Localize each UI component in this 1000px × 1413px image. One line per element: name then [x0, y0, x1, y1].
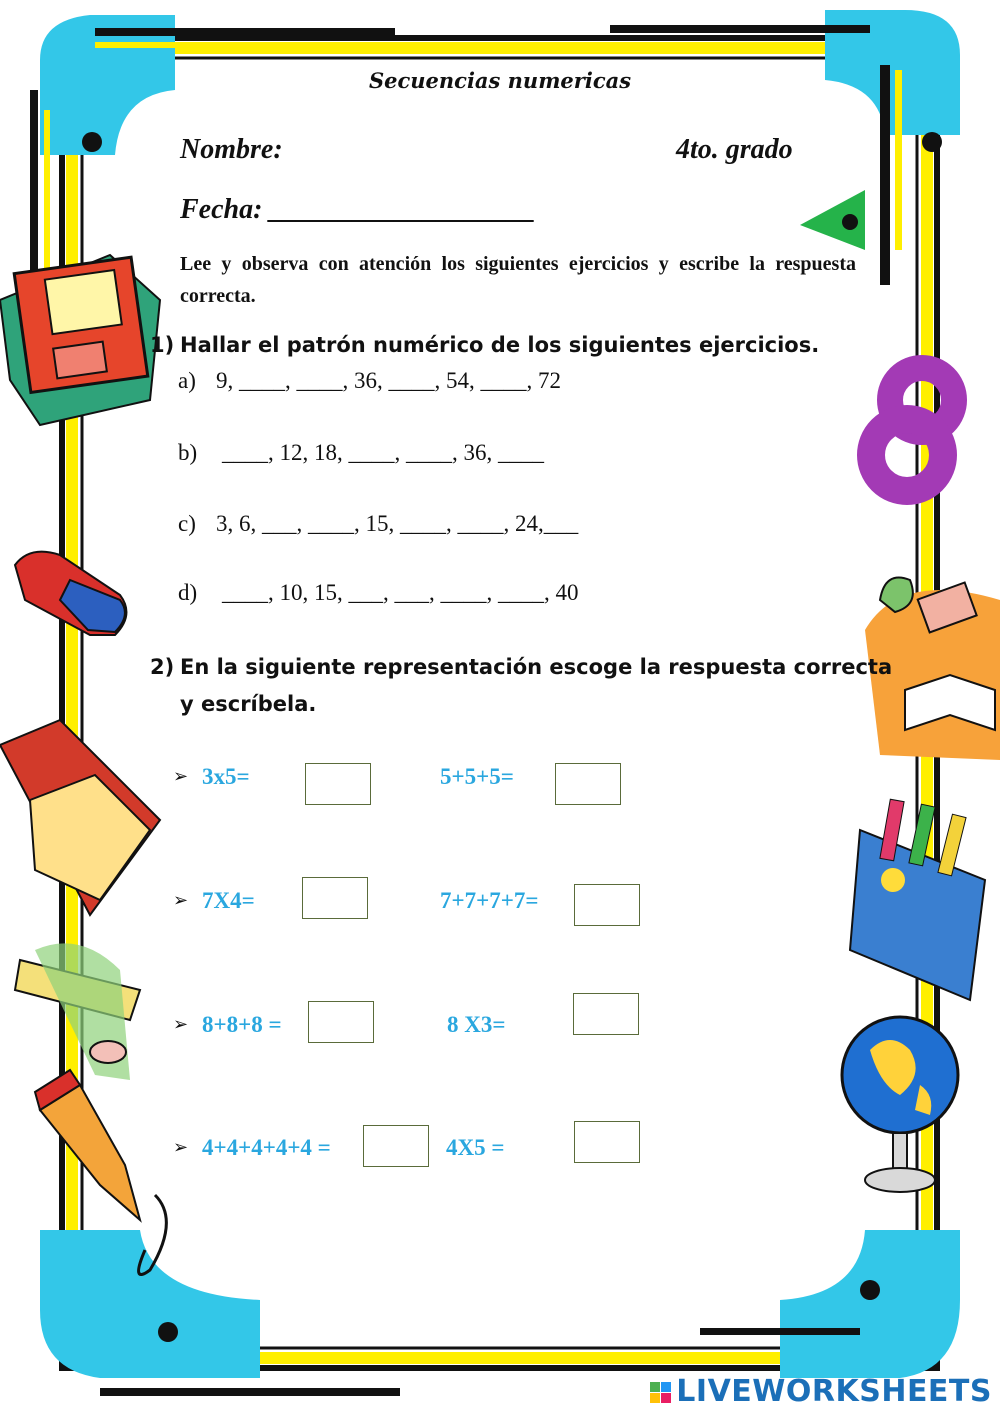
sequence-item[interactable]: [178, 511, 578, 537]
sequence-label: a): [178, 368, 196, 393]
eraser-icon: [15, 552, 126, 635]
question-2-heading: [150, 655, 893, 685]
answer-box[interactable]: [308, 1001, 374, 1043]
binder-icon: [0, 720, 160, 915]
floppy-disk-icon: [0, 255, 160, 425]
sequence-item[interactable]: [178, 368, 561, 394]
liveworksheets-logo-icon: [650, 1382, 672, 1404]
expression-right: 7+7+7+7=: [440, 888, 539, 913]
expression-left: 7X4=: [202, 888, 255, 913]
question-1-number: 1): [150, 333, 175, 357]
number-eight-icon: [871, 368, 954, 491]
answer-box[interactable]: [574, 1121, 640, 1163]
expression-left: 8+8+8 =: [202, 1012, 282, 1037]
expression-left: 4+4+4+4+4 =: [202, 1135, 331, 1160]
question-1-text: Hallar el patrón numérico de los siguientes ejercicios.: [180, 333, 820, 357]
grade-label: 4to. grado: [676, 134, 793, 165]
sequence-text: ____, 10, 15, ___, ___, ____, ____, 40: [222, 580, 579, 605]
liveworksheets-watermark: [650, 1374, 992, 1409]
question-1-heading: [150, 333, 850, 363]
sequence-label: d): [178, 580, 198, 605]
expression-left: 3x5=: [202, 764, 250, 789]
expression-right: 5+5+5=: [440, 764, 514, 789]
arrow-bullet-icon: ➢: [173, 890, 189, 911]
expression-right: 4X5 =: [446, 1135, 505, 1160]
arrow-bullet-icon: ➢: [173, 1137, 189, 1158]
instructions-text: Lee y observa con atención los siguientes ejercicios y escribe la respuesta correcta.: [180, 253, 856, 307]
answer-box[interactable]: [302, 877, 368, 919]
answer-box[interactable]: [305, 763, 371, 805]
question-2-text-line2: y escríbela.: [180, 692, 317, 716]
question-2-text-line1: En la siguiente representación escoge la respuesta correcta: [180, 655, 893, 679]
sequence-text: 3, 6, ___, ____, 15, ____, ____, 24,___: [216, 511, 579, 536]
arrow-bullet-icon: ➢: [173, 766, 189, 787]
sequence-label: b): [178, 440, 198, 465]
worksheet-title: Secuencias numericas: [368, 68, 632, 93]
answer-box[interactable]: [555, 763, 621, 805]
name-label: Nombre:: [180, 134, 283, 165]
expression-right: 8 X3=: [447, 1012, 506, 1037]
arrow-bullet-icon: ➢: [173, 1014, 189, 1035]
corner-bottom-left: [40, 1230, 400, 1396]
watermark-text: LIVEWORKSHEETS: [676, 1374, 992, 1409]
date-label: Fecha: ___________________: [180, 194, 536, 225]
sequence-item[interactable]: [178, 580, 579, 606]
sequence-text: ____, 12, 18, ____, ____, 36, ____: [222, 440, 544, 465]
sequence-item[interactable]: [178, 440, 544, 466]
sequence-label: c): [178, 511, 196, 536]
crayon-box-icon: [850, 799, 985, 1000]
question-2-number: 2): [150, 655, 175, 679]
globe-icon: [842, 1017, 958, 1192]
answer-box[interactable]: [363, 1125, 429, 1167]
answer-box[interactable]: [574, 884, 640, 926]
answer-box[interactable]: [573, 993, 639, 1035]
sequence-text: 9, ____, ____, 36, ____, 54, ____, 72: [216, 368, 561, 393]
